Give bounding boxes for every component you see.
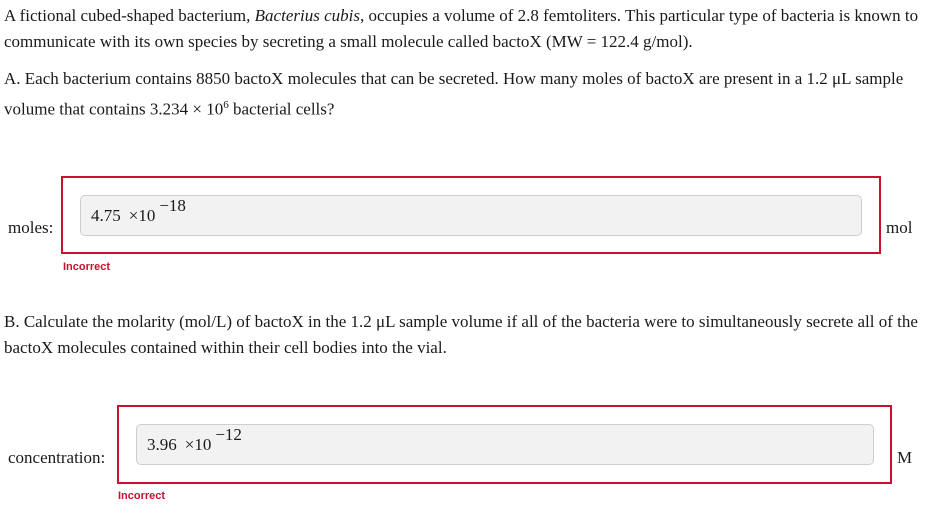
moles-label: moles: [8,218,54,237]
concentration-unit: M [897,448,913,467]
question-a-text-after: bacterial cells? [228,99,335,119]
moles-coefficient: 4.75 [91,206,121,225]
concentration-label: concentration: [8,448,106,467]
concentration-exponent: −12 [215,425,242,444]
intro-text-1: A fictional cubed-shaped bacterium, [4,6,255,25]
intro-text-2: , occupies a volume of 2.8 femtoliters. This particular type of bacteria is known to communicate with its own species by secreting a small molecule called bactoX (MW = 122.4 g/mol). [4,6,919,51]
moles-answer-value [91,196,186,226]
moles-answer-field[interactable] [80,195,862,236]
concentration-times-ten: ×10 [184,435,212,454]
answer-a-status: Incorrect [63,261,111,273]
moles-exponent: −18 [159,196,186,215]
moles-times-ten: ×10 [128,206,156,225]
question-b-text: B. Calculate the molarity (mol/L) of bactoX in the 1.2 μL sample volume if all of the bacteria were to simultaneously secrete all of the bactoX molecules contained within their cell bodies into the vial. [4,312,918,357]
answer-b-status: Incorrect [118,490,166,502]
moles-unit: mol [886,218,913,237]
species-name: Bacterius cubis [254,6,360,25]
question-a-text-before: A. Each bacterium contains 8850 bactoX molecules that can be secreted. How many moles of bactoX are present in a 1.2 μL sample volume that contains 3.234 × 10 [4,69,904,119]
problem-intro [4,3,919,55]
concentration-answer-value [147,425,242,455]
question-a-exponent: 6 [223,99,229,111]
concentration-answer-field[interactable] [136,424,874,465]
question-a-text [4,66,919,123]
concentration-coefficient: 3.96 [147,435,177,454]
